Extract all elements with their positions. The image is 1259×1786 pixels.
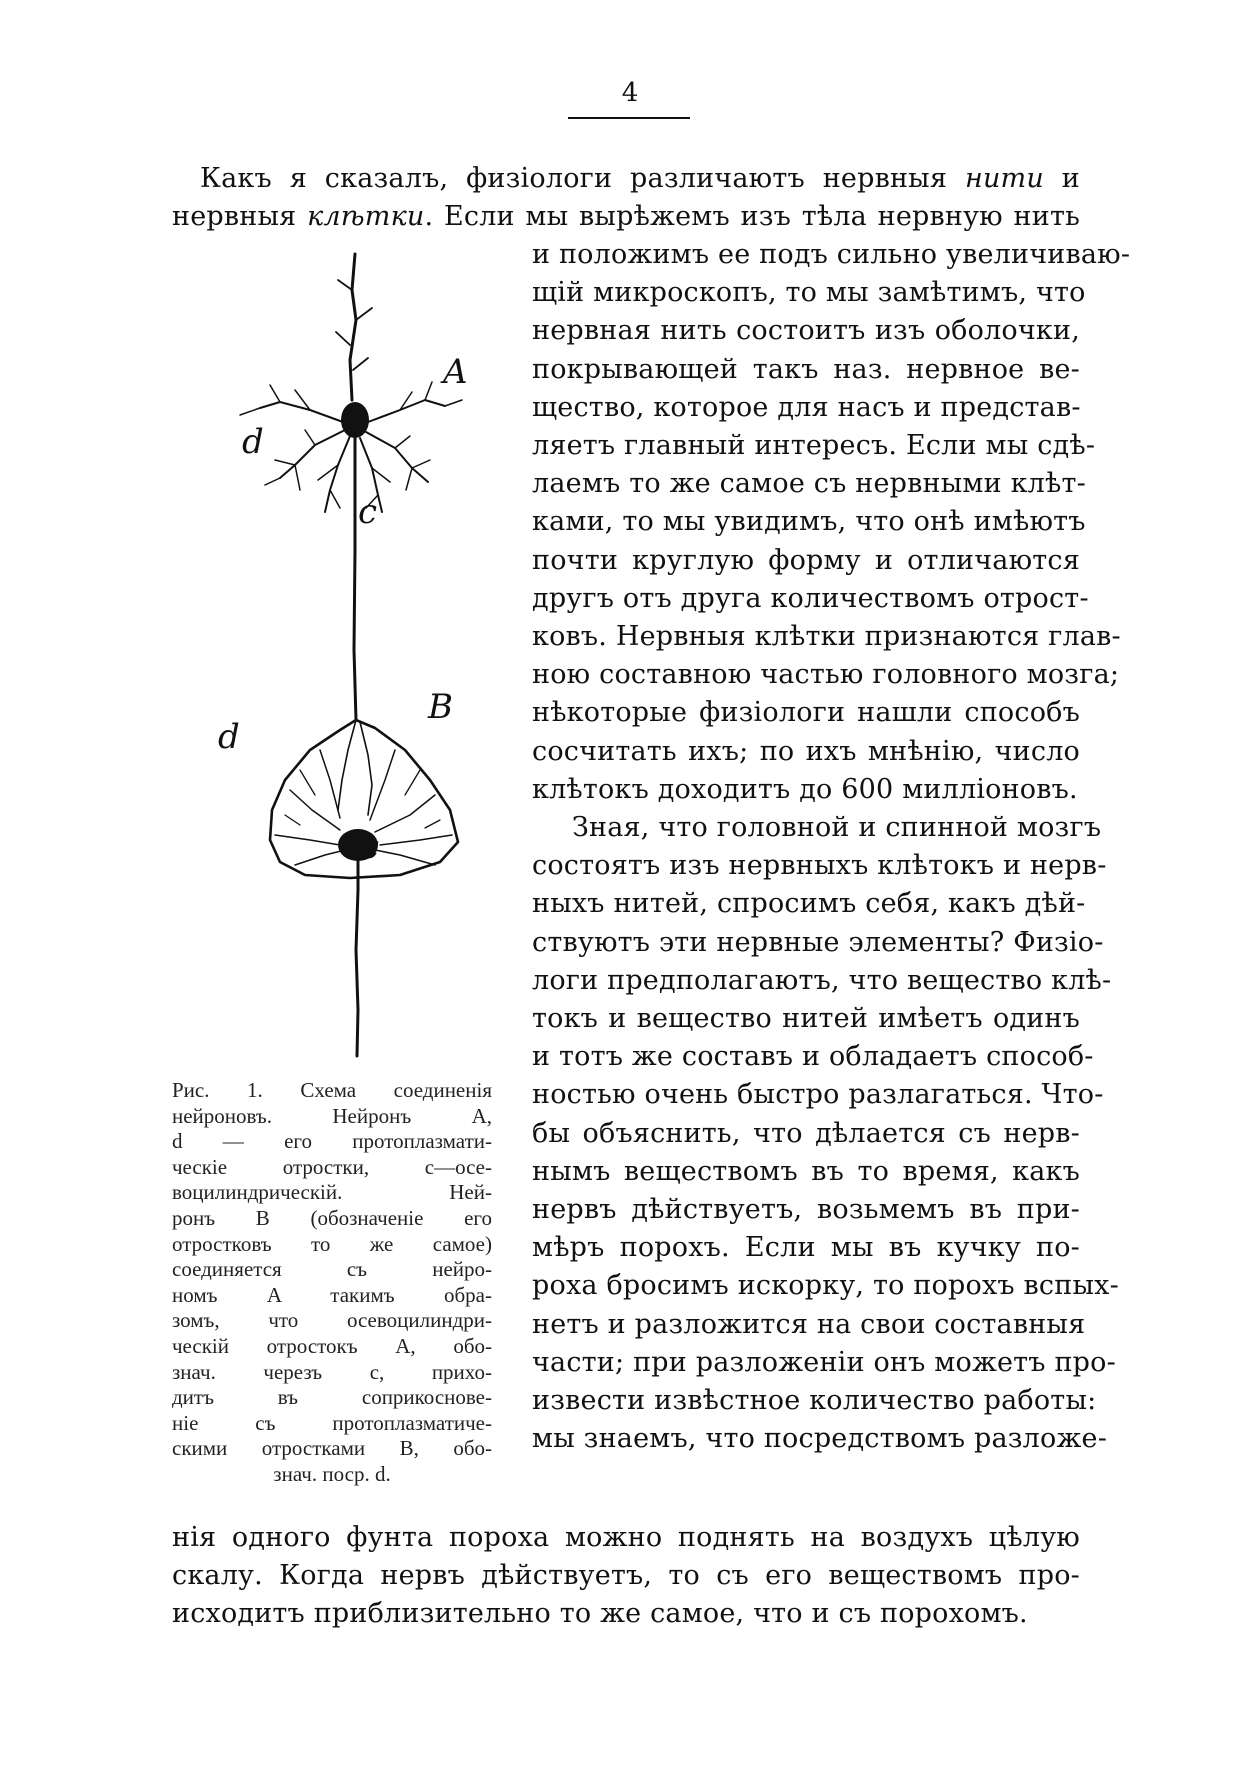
text-line: другъ отъ друга количествомъ отрост- <box>532 582 1089 614</box>
text-line-full: исходитъ приблизительно то же самое, что и съ порохомъ. <box>172 1598 1028 1629</box>
text-line: части; при разложенiи онъ можетъ про- <box>532 1346 1116 1378</box>
text-line: мы знаемъ, что посредствомъ разложе- <box>532 1423 1108 1455</box>
text-line: ностью очень быстро разлагаться. Что- <box>532 1079 1104 1111</box>
caption-line: ческiй отростокъ A, обо- <box>172 1333 492 1358</box>
text-line: сосчитать ихъ; по ихъ мнѣнiю, число <box>532 735 1080 767</box>
text-line: ствуютъ эти нервные элементы? Физiо- <box>532 926 1104 958</box>
text-line-full: нiя одного фунта пороха можно поднять на воздухъ цѣлую <box>172 1522 1080 1553</box>
text-fragment: и <box>1043 163 1080 194</box>
caption-line: отростковъ то же самое) <box>172 1231 492 1256</box>
text-line: Зная, что головной и спинной мозгъ <box>572 812 1102 843</box>
text-line: нервъ дѣйствуетъ, возьмемъ въ при- <box>532 1194 1080 1225</box>
text-line: ныхъ нитей, спросимъ себя, какъ дѣй- <box>532 888 1086 920</box>
caption-line: знач. черезъ c, прихо- <box>172 1359 492 1384</box>
caption-line: номъ A такимъ обра- <box>172 1282 492 1307</box>
caption-line: скими отростками B, обо- <box>172 1436 492 1461</box>
text-line: щiй микроскопъ, то мы замѣтимъ, что <box>532 277 1086 309</box>
page-number: 4 <box>621 78 639 108</box>
caption-line: соединяется съ нейро- <box>172 1257 492 1282</box>
text-line: почти круглую форму и отличаются <box>532 544 1080 576</box>
text-line: ками, то мы увидимъ, что онѣ имѣютъ <box>532 506 1086 538</box>
text-line: лаемъ то же самое съ нервными клѣт- <box>532 468 1086 500</box>
text-line-full: скалу. Когда нервъ дѣйствуетъ, то съ его веществомъ про- <box>172 1560 1080 1591</box>
text-line: щество, которое для насъ и представ- <box>532 391 1081 423</box>
text-line: извести извѣстное количество работы: <box>532 1385 1097 1416</box>
text-line: токъ и вещество нитей имѣетъ одинъ <box>532 1003 1080 1034</box>
italic-term: нити <box>964 163 1044 194</box>
text-line-full <box>200 160 1080 198</box>
text-line: и положимъ ее подъ сильно увеличиваю- <box>532 239 1131 270</box>
text-fragment: нервныя <box>172 201 308 232</box>
caption-line: зомъ, что осевоцилиндри- <box>172 1308 492 1333</box>
text-line: логи предполагаютъ, что вещество клѣ- <box>532 964 1112 996</box>
text-line: мѣръ порохъ. Если мы въ кучку по- <box>532 1232 1080 1264</box>
text-line: и тотъ же составъ и обладаетъ способ- <box>532 1041 1094 1073</box>
text-line: ляетъ главный интересъ. Если мы сдѣ- <box>532 430 1096 461</box>
text-fragment: Какъ я сказалъ, физiологи различаютъ нервныя <box>200 163 965 194</box>
neuron-figure <box>200 250 500 1060</box>
caption-line: d — его протоплазмати- <box>172 1129 492 1154</box>
text-line: ковъ. Нервныя клѣтки признаются глав- <box>532 621 1121 652</box>
page-number-rule <box>568 117 690 119</box>
label-c-bottom: c <box>360 827 380 867</box>
text-line: состоятъ изъ нервныхъ клѣтокъ и нерв- <box>532 850 1107 882</box>
caption-line: воцилиндрическiй. Ней- <box>172 1180 492 1205</box>
text-line: ною составною частью головного мозга; <box>532 659 1120 691</box>
text-fragment: . Если мы вырѣжемъ изъ тѣла нервную нить <box>424 201 1080 232</box>
label-d-top: d <box>242 422 264 462</box>
text-line: нетъ и разложится на свои составныя <box>532 1308 1086 1340</box>
caption-line: нейроновъ. Нейронъ A, <box>172 1103 492 1128</box>
caption-line: Рис. 1. Схема соединенiя <box>172 1078 492 1102</box>
caption-line: нiе съ протоплазматиче- <box>172 1410 492 1435</box>
caption-line: знач. поср. d. <box>273 1461 391 1486</box>
figure-caption <box>172 1078 492 1488</box>
text-line: нервная нить состоитъ изъ оболочки, <box>532 315 1080 347</box>
label-neuron-a: A <box>443 352 468 392</box>
text-line-full <box>172 198 1080 236</box>
text-line: клѣтокъ доходитъ до 600 миллiоновъ. <box>532 773 1078 805</box>
italic-term: клѣтки <box>307 201 425 232</box>
caption-line: дитъ въ соприкоснове- <box>172 1385 492 1410</box>
text-line: роха бросимъ искорку, то порохъ вспых- <box>532 1270 1119 1302</box>
caption-line: ронъ B (обозначенiе его <box>172 1205 492 1230</box>
caption-line: ческiе отростки, c—осе- <box>172 1154 492 1179</box>
text-line: нѣкоторые физiологи нашли способъ <box>532 697 1080 729</box>
label-d-bottom: d <box>218 717 240 757</box>
label-neuron-b: B <box>428 687 453 727</box>
label-c-top: c <box>358 492 378 532</box>
text-line: нымъ веществомъ въ то время, какъ <box>532 1155 1080 1187</box>
text-line: покрывающей такъ наз. нервное ве- <box>532 353 1080 385</box>
text-line: бы объяснить, что дѣлается съ нерв- <box>532 1117 1080 1149</box>
